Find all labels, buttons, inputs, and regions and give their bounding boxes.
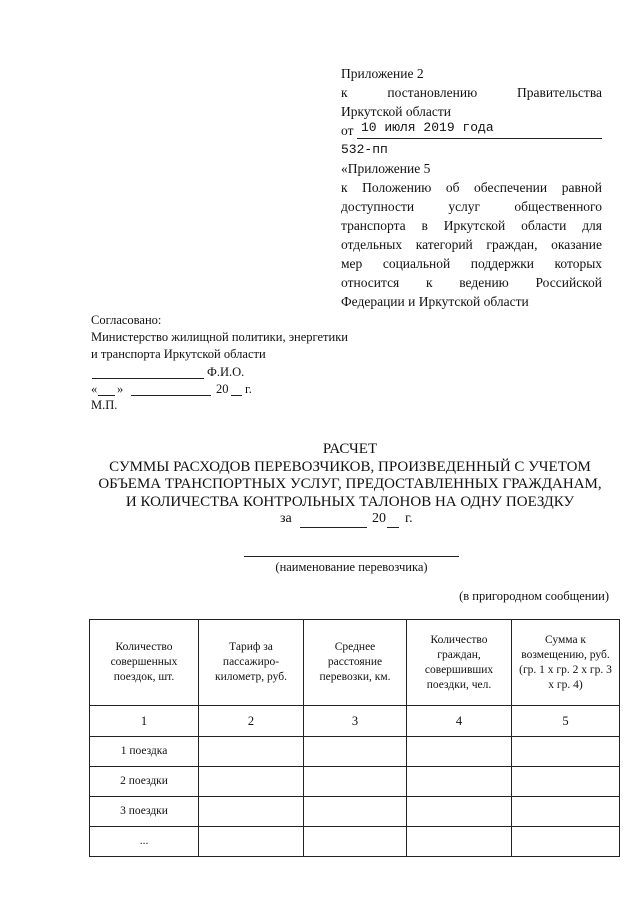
regulation-line-6: относится к ведению Российской xyxy=(341,275,603,290)
appendix-block xyxy=(341,64,602,311)
row-label: 3 поездки xyxy=(90,797,199,827)
header-citizens-count: Количество граждан, совершивших поездки, чел. xyxy=(407,620,512,706)
title-line-3: ОБЪЕМА ТРАНСПОРТНЫХ УСЛУГ, ПРЕДОСТАВЛЕННЫХ ГРАЖДАНАМ, xyxy=(98,476,602,492)
table-row xyxy=(90,797,620,827)
table-cell xyxy=(512,827,620,857)
column-number: 3 xyxy=(304,706,407,737)
table-cell xyxy=(407,767,512,797)
table-cell xyxy=(304,737,407,767)
table-cell xyxy=(407,827,512,857)
appendix-region: Иркутской области xyxy=(341,104,452,119)
sub-appendix-title: «Приложение 5 xyxy=(341,161,431,176)
carrier-caption: (наименование перевозчика) xyxy=(275,560,428,574)
table-cell xyxy=(512,767,620,797)
table-cell xyxy=(199,767,304,797)
carrier-name-line xyxy=(244,556,459,557)
table-cell xyxy=(199,797,304,827)
column-number: 5 xyxy=(512,706,620,737)
header-compensation-sum: Сумма к возмещению, руб. (гр. 1 x гр. 2 x гр. 3 x гр. 4) xyxy=(512,620,620,706)
title-line-2: СУММЫ РАСХОДОВ ПЕРЕВОЗЧИКОВ, ПРОИЗВЕДЕННЫЙ С УЧЕТОМ xyxy=(109,458,591,475)
calculation-table xyxy=(89,619,620,857)
table-row xyxy=(90,827,620,857)
regulation-line-7: Федерации и Иркутской области xyxy=(341,294,529,309)
approval-block xyxy=(91,312,391,363)
table-cell xyxy=(407,737,512,767)
appendix-resolution-line: к постановлению Правительства xyxy=(341,85,603,100)
row-label: ... xyxy=(90,827,199,857)
row-label: 2 поездки xyxy=(90,767,199,797)
table-cell xyxy=(199,737,304,767)
document-title xyxy=(60,441,640,511)
table-cell xyxy=(199,827,304,857)
table-cell xyxy=(512,797,620,827)
header-trips-count: Количество совершенных поездок, шт. xyxy=(90,620,199,706)
appendix-date-line xyxy=(341,121,602,140)
table-cell xyxy=(304,767,407,797)
column-number: 1 xyxy=(90,706,199,737)
agreed-label: Согласовано: xyxy=(91,313,162,327)
table-column-numbers-row xyxy=(90,706,620,737)
header-distance: Среднее расстояние перевозки, км. xyxy=(304,620,407,706)
service-note: (в пригородном сообщении) xyxy=(459,589,609,603)
title-line-4: И КОЛИЧЕСТВА КОНТРОЛЬНЫХ ТАЛОНОВ НА ОДНУ ПОЕЗДКУ xyxy=(125,493,575,510)
regulation-line-3: транспорта в Иркутской области для xyxy=(341,218,603,233)
resolution-number: 532-пп xyxy=(341,142,388,157)
table-cell xyxy=(512,737,620,767)
table-cell xyxy=(304,827,407,857)
regulation-line-2: доступности услуг общественного xyxy=(341,199,602,214)
period-line: за 20 г. xyxy=(280,511,413,526)
table-cell xyxy=(304,797,407,827)
table-header-row xyxy=(90,620,620,706)
column-number: 4 xyxy=(407,706,512,737)
ministry-line-2: и транспорта Иркутской области xyxy=(91,347,266,361)
row-label: 1 поездка xyxy=(90,737,199,767)
approval-date-line: « » 20 г. xyxy=(91,382,252,396)
fio-label: Ф.И.О. xyxy=(207,365,245,379)
resolution-date: 10 июля 2019 года xyxy=(361,120,494,135)
signature-line xyxy=(91,364,291,382)
table-row xyxy=(90,737,620,767)
header-tariff: Тариф за пассажиро-километр, руб. xyxy=(199,620,304,706)
regulation-line-5: мер социальной поддержки которых xyxy=(341,256,603,271)
appendix-title: Приложение 2 xyxy=(341,66,424,81)
regulation-line-1: к Положению об обеспечении равной xyxy=(341,180,603,195)
from-label: от xyxy=(341,123,354,138)
table-row xyxy=(90,767,620,797)
stamp-label: М.П. xyxy=(91,398,118,412)
ministry-line-1: Министерство жилищной политики, энергетики xyxy=(91,330,348,344)
title-line-1: РАСЧЕТ xyxy=(322,441,378,457)
regulation-line-4: отдельных категорий граждан, оказание xyxy=(341,237,603,252)
table-cell xyxy=(407,797,512,827)
column-number: 2 xyxy=(199,706,304,737)
